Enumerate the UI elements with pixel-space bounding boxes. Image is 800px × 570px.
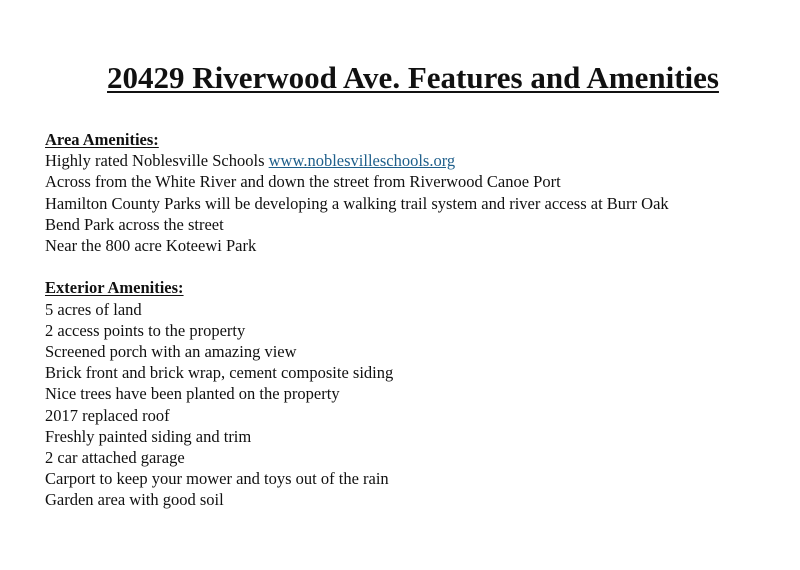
schools-website-link[interactable]: www.noblesvilleschools.org <box>268 151 456 171</box>
exterior-amenity-line: Screened porch with an amazing view <box>45 342 297 362</box>
exterior-amenity-line: Nice trees have been planted on the property <box>45 384 340 404</box>
exterior-amenity-line: 2017 replaced roof <box>45 405 170 425</box>
document-body <box>45 129 775 511</box>
exterior-amenity-line: 5 acres of land <box>45 299 142 319</box>
exterior-amenity-line: 2 car attached garage <box>45 448 185 468</box>
area-amenity-line: Bend Park across the street <box>45 214 224 234</box>
area-amenity-line: Near the 800 acre Koteewi Park <box>45 236 257 256</box>
exterior-amenity-line: Carport to keep your mower and toys out of the rain <box>45 469 389 489</box>
area-amenity-line: Across from the White River and down the street from Riverwood Canoe Port <box>45 172 561 192</box>
schools-line <box>45 150 775 171</box>
exterior-amenity-line: 2 access points to the property <box>45 320 246 340</box>
exterior-amenity-line: Brick front and brick wrap, cement composite siding <box>45 363 394 383</box>
page-title: 20429 Riverwood Ave. Features and Amenities <box>107 60 719 95</box>
area-amenity-line: Hamilton County Parks will be developing a walking trail system and river access at Burr Oak <box>45 193 669 213</box>
schools-text: Highly rated Noblesville Schools <box>45 151 269 171</box>
area-amenities-heading: Area Amenities: <box>45 130 159 149</box>
exterior-amenity-line: Freshly painted siding and trim <box>45 426 252 446</box>
exterior-amenity-line: Garden area with good soil <box>45 490 224 510</box>
exterior-amenities-heading: Exterior Amenities: <box>45 278 184 298</box>
section-spacer <box>45 256 775 277</box>
